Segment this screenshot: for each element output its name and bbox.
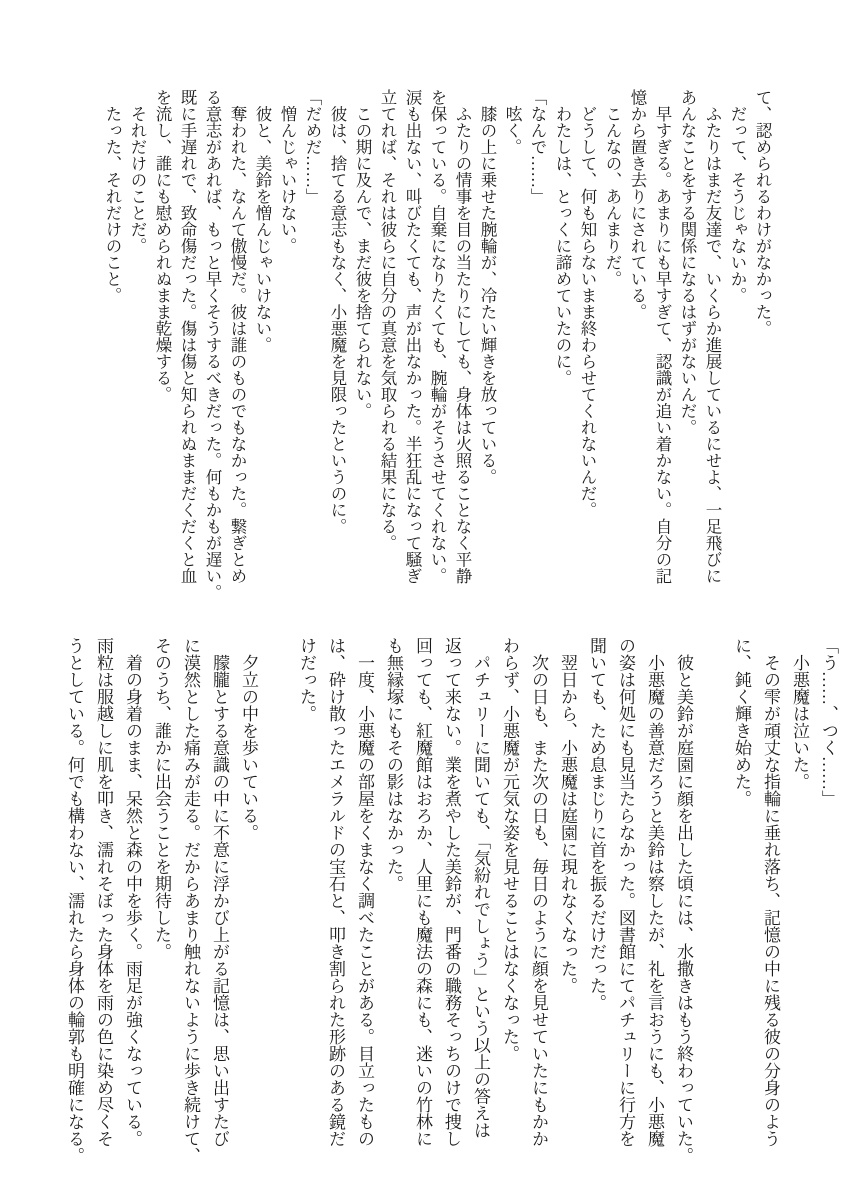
text-column: パチュリーに聞いても、「気紛れでしょう」という以上の答えは xyxy=(471,637,490,1139)
text-column: 憶から置き去りにされている。 xyxy=(628,89,647,320)
text-column: ふたりはまだ友達で、いくらか進展しているにせよ、一足飛びに xyxy=(703,89,722,584)
text-column: うとしている。何でも構わない、濡れたら身体の輪郭も明確になる。 xyxy=(65,637,84,1164)
text-column: に、鈍く輝き始めた。 xyxy=(732,637,751,807)
text-column: 小悪魔の善意だろうと美鈴は察したが、礼を言おうにも、小悪魔 xyxy=(645,637,664,1147)
text-column: 回っても、紅魔館はおろか、人里にも魔法の森にも、迷いの竹林に xyxy=(413,637,432,1147)
text-column: る意志があれば、もっと早くそうするべきだった。何もかもが遅い。 xyxy=(203,89,222,601)
text-column: 奪われた、なんて傲慢だ。彼は誰のものでもなかった。繋ぎとめ xyxy=(228,89,247,584)
novel-page-top xyxy=(100,89,775,601)
text-column: それだけのことだ。 xyxy=(128,89,147,254)
text-column: 小悪魔は泣いた。 xyxy=(790,637,809,790)
text-column: も無縁塚にもその影はなかった。 xyxy=(384,637,403,892)
section-break-column xyxy=(263,637,292,1164)
text-column: 立てれば、それは彼らに自分の真意を気取られる結果になる。 xyxy=(378,89,397,551)
text-column: 彼は、捨てる意志もなく、小悪魔を見限ったというのに。 xyxy=(328,89,347,535)
text-column: 次の日も、また次の日も、毎日のように顔を見せていたにもかか xyxy=(529,637,548,1147)
text-column: たった、それだけのこと。 xyxy=(103,89,122,304)
novel-page-bottom xyxy=(60,637,843,1164)
text-column: 早すぎる。あまりにも早すぎて、認識が追い着かない。自分の記 xyxy=(653,89,672,584)
text-column: その雫が頑丈な指輪に垂れ落ち、記憶の中に残る彼の分身のよう xyxy=(761,637,780,1147)
text-column: 「だめだ……」 xyxy=(303,89,322,205)
text-column: 聞いても、ため息まじりに首を振るだけだった。 xyxy=(587,637,606,1011)
text-column: を流し、誰にも慰められぬまま乾燥する。 xyxy=(153,89,172,403)
text-column: 憎んじゃいけない。 xyxy=(278,89,297,254)
text-column: どうして、何も知らないまま終わらせてくれないんだ。 xyxy=(578,89,597,518)
text-column: けだった。 xyxy=(297,637,316,722)
text-column: ふたりの情事を目の当たりにしても、身体は火照ることなく平静 xyxy=(453,89,472,584)
text-column: わらず、小悪魔が元気な姿を見せることはなくなった。 xyxy=(500,637,519,1062)
text-column: 彼と美鈴が庭園に顔を出した頃には、水撒きはもう終わっていた。 xyxy=(674,637,693,1164)
text-column: この期に及んで、まだ彼を捨てられない。 xyxy=(353,89,372,419)
text-column: に漠然とした痛みが走る。だからあまり触れないように歩き続けて、 xyxy=(181,637,200,1164)
text-column: こんなの、あんまりだ。 xyxy=(603,89,622,287)
text-column: を保っている。自棄になりたくても、腕輪がそうさせてくれない。 xyxy=(428,89,447,584)
text-column: 着の身着のまま、呆然と森の中を歩く。雨足が強くなっている。 xyxy=(123,637,142,1147)
text-column: 朦朧とする意識の中に不意に浮かび上がる記憶は、思い出すたび xyxy=(210,637,229,1147)
text-column: 彼と、美鈴を憎んじゃいけない。 xyxy=(253,89,272,353)
text-column: 呟く。 xyxy=(503,89,522,155)
section-break-column xyxy=(698,637,727,1164)
text-column: 一度、小悪魔の部屋をくまなく調べたことがある。目立ったもの xyxy=(355,637,374,1147)
text-column: 膝の上に乗せた腕輪が、冷たい輝きを放っている。 xyxy=(478,89,497,485)
text-column: 既に手遅れで、致命傷だった。傷は傷と知られぬままだくだくと血 xyxy=(178,89,197,584)
text-column: わたしは、とっくに諦めていたのに。 xyxy=(553,89,572,386)
text-column: 「う……、つく……」 xyxy=(819,637,838,807)
text-column: 返って来ない。業を煮やした美鈴が、門番の職務そっちのけで捜し xyxy=(442,637,461,1147)
text-column: の姿は何処にも見当たらなかった。図書館にてパチュリーに行方を xyxy=(616,637,635,1147)
text-column: て、認められるわけがなかった。 xyxy=(753,89,772,337)
text-column: あんなことをする関係になるはずがないんだ。 xyxy=(678,89,697,436)
text-column: 翌日から、小悪魔は庭園に現れなくなった。 xyxy=(558,637,577,994)
text-column: は、砕け散ったエメラルドの宝石と、叩き割られた形跡のある鏡だ xyxy=(326,637,345,1147)
text-column: そのうち、誰かに出会うことを期待した。 xyxy=(152,637,171,960)
text-column: 涙も出ない、叫びたくても、声が出なかった。半狂乱になって騒ぎ xyxy=(403,89,422,584)
text-column: 「なんで……」 xyxy=(528,89,547,205)
text-column: 雨粒は服越しに肌を叩き、濡れそぼった身体を雨の色に染め尽くそ xyxy=(94,637,113,1147)
text-column: だって、そうじゃないか。 xyxy=(728,89,747,304)
text-column: 夕立の中を歩いている。 xyxy=(239,637,258,841)
